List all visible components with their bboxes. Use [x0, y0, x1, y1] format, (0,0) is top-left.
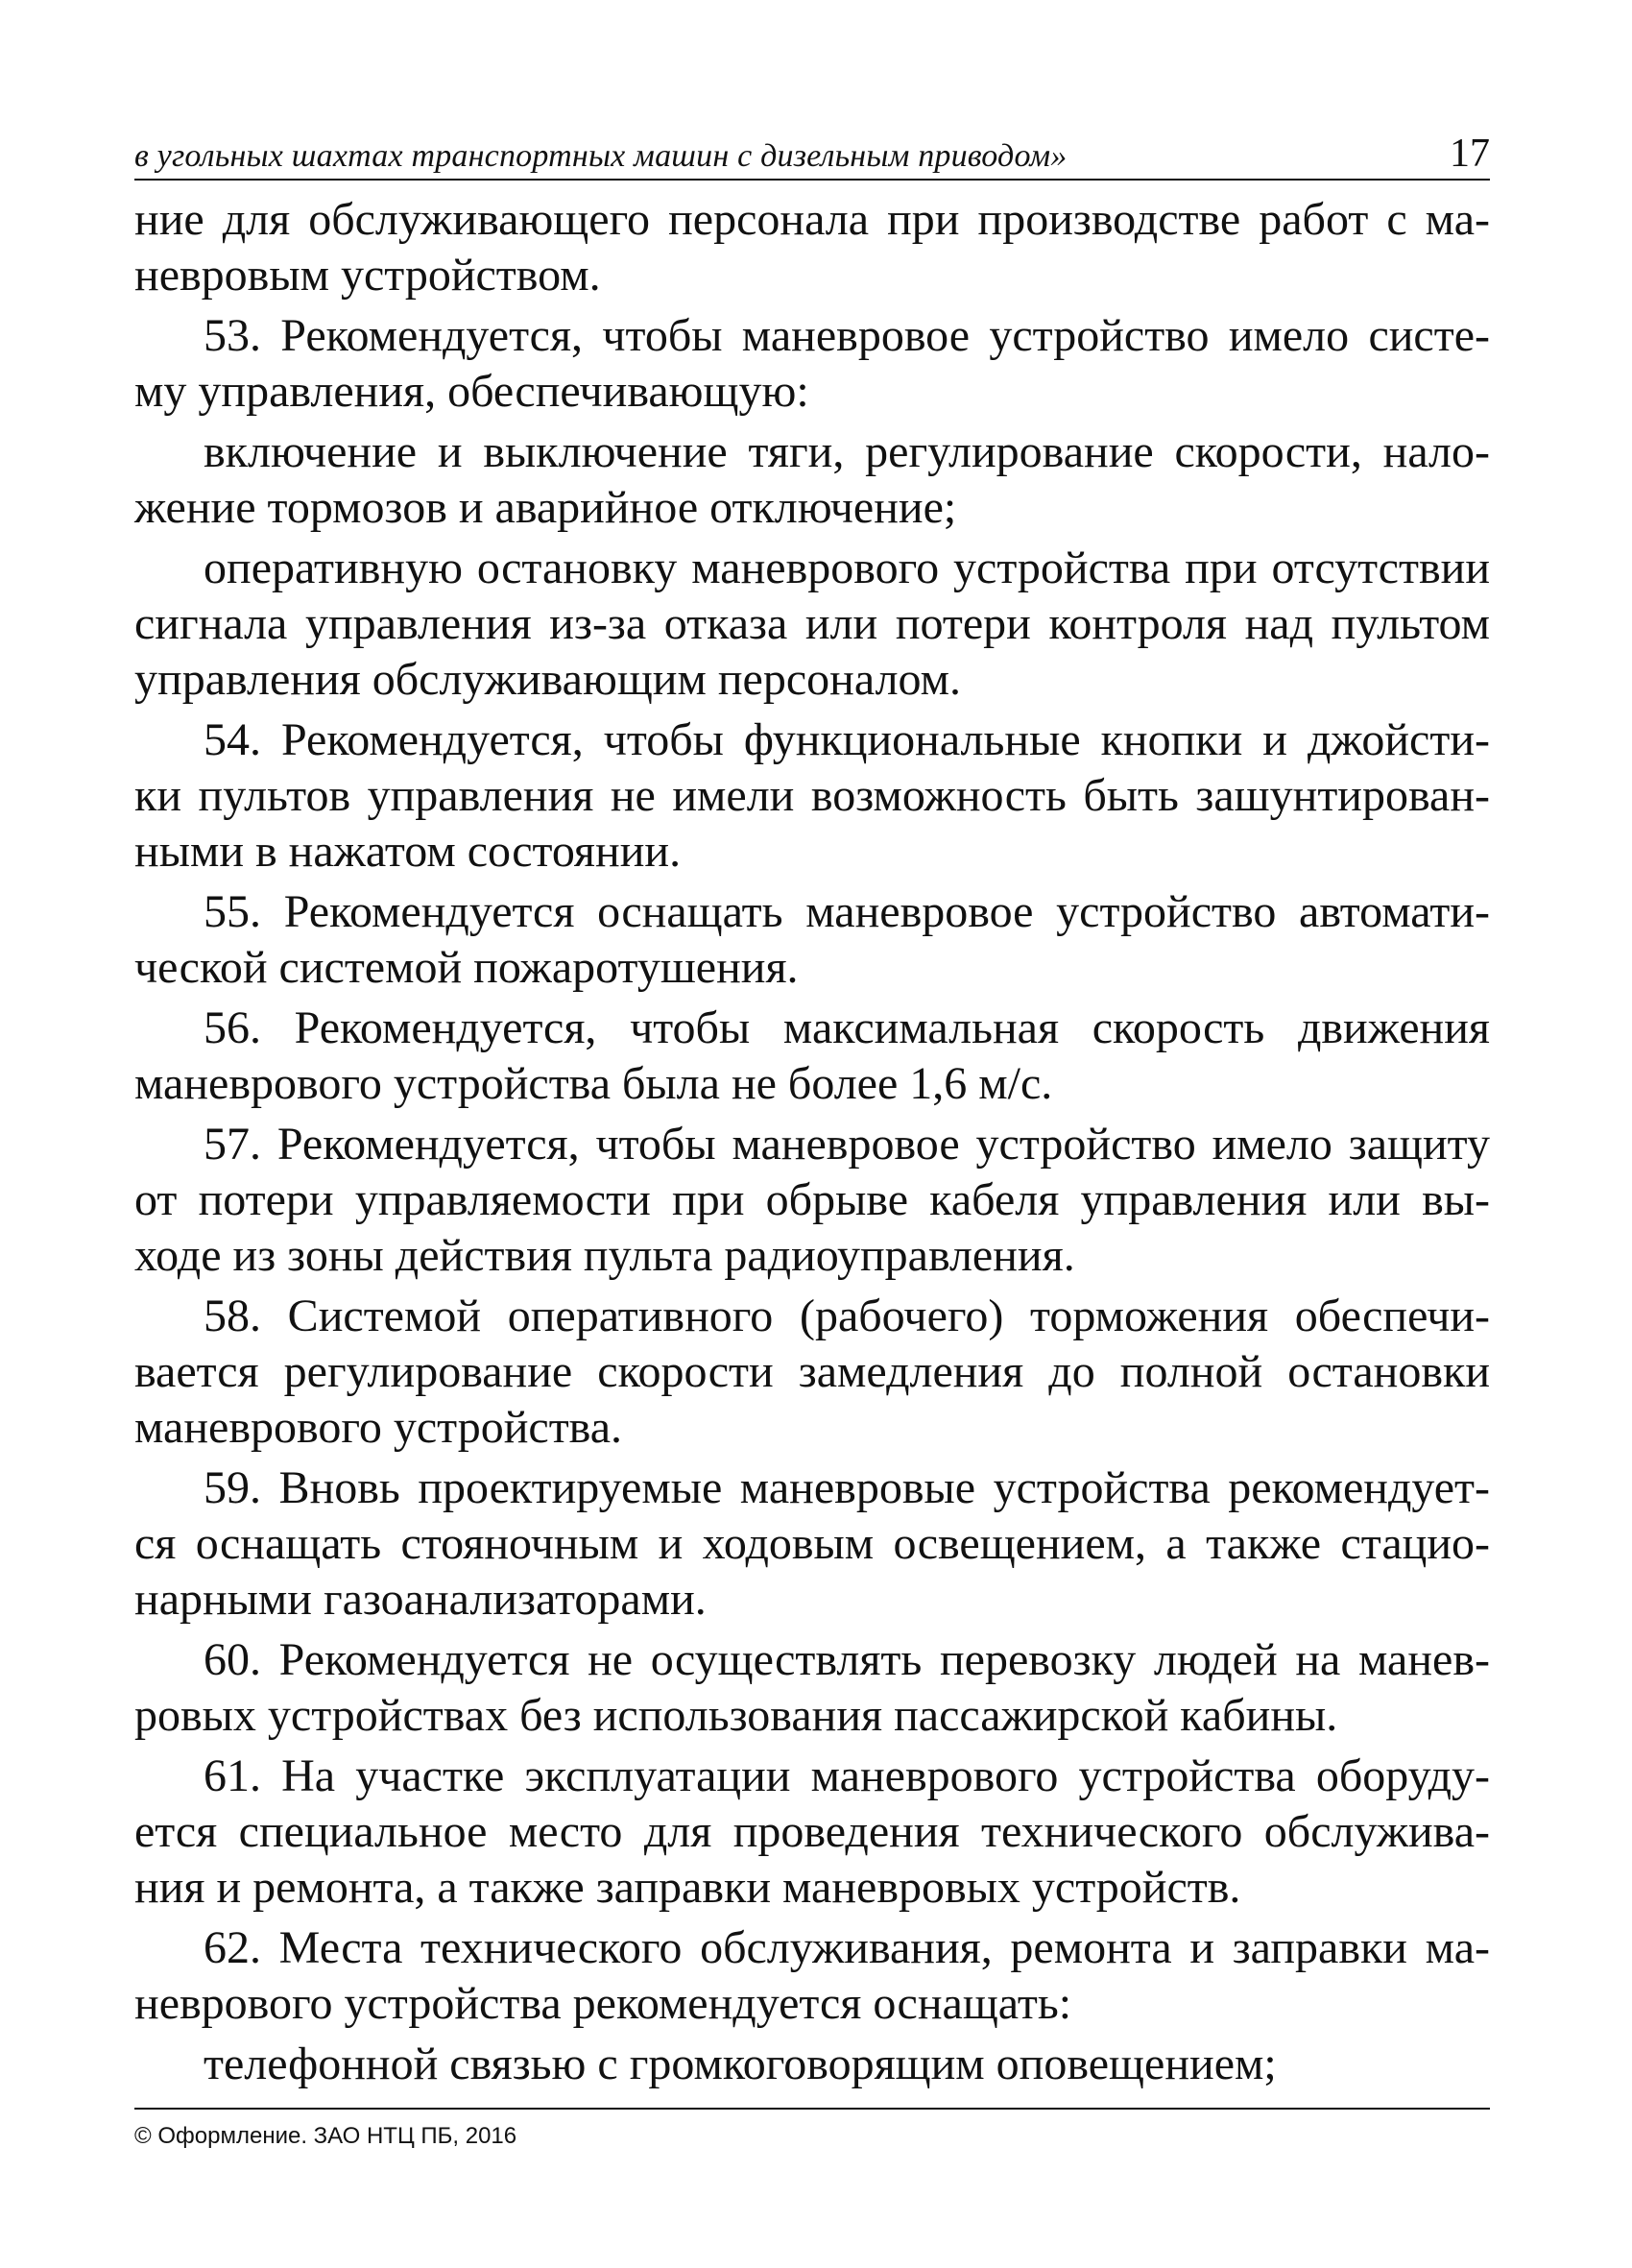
text-line: 59. Вновь проектируемые маневровые устройства рекомендует- [204, 1462, 1490, 1513]
text-line: ния и ремонта, а также заправки маневровых устройств. [134, 1862, 1241, 1913]
text-line: ходе из зоны действия пульта радиоуправления. [134, 1230, 1075, 1281]
copyright-notice: © Оформление. ЗАО НТЦ ПБ, 2016 [134, 2123, 517, 2149]
text-line: жение тормозов и аварийное отключение; [134, 482, 957, 533]
text-line: оперативную остановку маневрового устройства при отсутствии [204, 543, 1490, 593]
text-line: 56. Рекомендуется, чтобы максимальная скорость движения [204, 1002, 1490, 1053]
text-line: включение и выключение тяги, регулирование скорости, нало- [204, 426, 1490, 477]
text-line: 58. Системой оперативного (рабочего) торможения обеспечи- [204, 1291, 1490, 1341]
header-title: в угольных шахтах транспортных машин с дизельным приводом» [134, 138, 1068, 174]
text-line: 61. На участке эксплуатации маневрового устройства оборуду- [204, 1750, 1490, 1801]
text-line: 62. Места технического обслуживания, ремонта и заправки ма- [204, 1922, 1490, 1973]
document-body [134, 192, 1490, 2097]
paragraph-55 [134, 884, 1490, 996]
paragraph-53 [134, 308, 1490, 420]
text-line: му управления, обеспечивающую: [134, 366, 809, 417]
paragraph-57 [134, 1117, 1490, 1284]
text-line: невровым устройством. [134, 250, 601, 301]
text-line: маневрового устройства. [134, 1402, 623, 1453]
text-line: маневрового устройства была не более 1,6 м/с. [134, 1058, 1053, 1109]
page-number: 17 [1450, 132, 1490, 176]
paragraph-62 [134, 1920, 1490, 2032]
paragraph-56 [134, 1001, 1490, 1112]
text-line: телефонной связью с громкоговорящим оповещением; [204, 2039, 1277, 2089]
text-line: ся оснащать стояночным и ходовым освещением, а также стацио- [134, 1518, 1490, 1569]
paragraph [134, 541, 1490, 708]
paragraph-59 [134, 1460, 1490, 1628]
text-line: 60. Рекомендуется не осуществлять перевозку людей на манев- [204, 1634, 1490, 1685]
text-line: ровых устройствах без использования пассажирской кабины. [134, 1690, 1338, 1741]
running-header [134, 123, 1490, 181]
text-line: ется специальное место для проведения технического обслужива- [134, 1806, 1490, 1857]
paragraph [134, 424, 1490, 536]
text-line: от потери управляемости при обрыве кабеля управления или вы- [134, 1174, 1490, 1225]
paragraph-61 [134, 1749, 1490, 1916]
page-footer [134, 2108, 1490, 2150]
paragraph [134, 2037, 1490, 2092]
paragraph-54 [134, 712, 1490, 880]
text-line: ки пультов управления не имели возможность быть зашунтирован- [134, 770, 1490, 821]
text-line: нарными газоанализаторами. [134, 1574, 707, 1625]
text-line: 57. Рекомендуется, чтобы маневровое устройство имело защиту [204, 1119, 1490, 1170]
text-line: вается регулирование скорости замедления до полной остановки [134, 1346, 1490, 1397]
text-line: ческой системой пожаротушения. [134, 942, 799, 993]
text-line: управления обслуживающим персоналом. [134, 654, 961, 705]
paragraph-60 [134, 1632, 1490, 1744]
text-line: ными в нажатом состоянии. [134, 826, 682, 877]
paragraph-58 [134, 1289, 1490, 1456]
text-line: неврового устройства рекомендуется оснащать: [134, 1978, 1072, 2029]
text-line: сигнала управления из-за отказа или потери контроля над пультом [134, 598, 1490, 649]
text-line: 54. Рекомендуется, чтобы функциональные кнопки и джойсти- [204, 714, 1490, 765]
text-line: 53. Рекомендуется, чтобы маневровое устройство имело систе- [204, 310, 1490, 361]
paragraph [134, 192, 1490, 303]
text-line: ние для обслуживающего персонала при производстве работ с ма- [134, 194, 1490, 245]
text-line: 55. Рекомендуется оснащать маневровое устройство автомати- [204, 886, 1490, 937]
